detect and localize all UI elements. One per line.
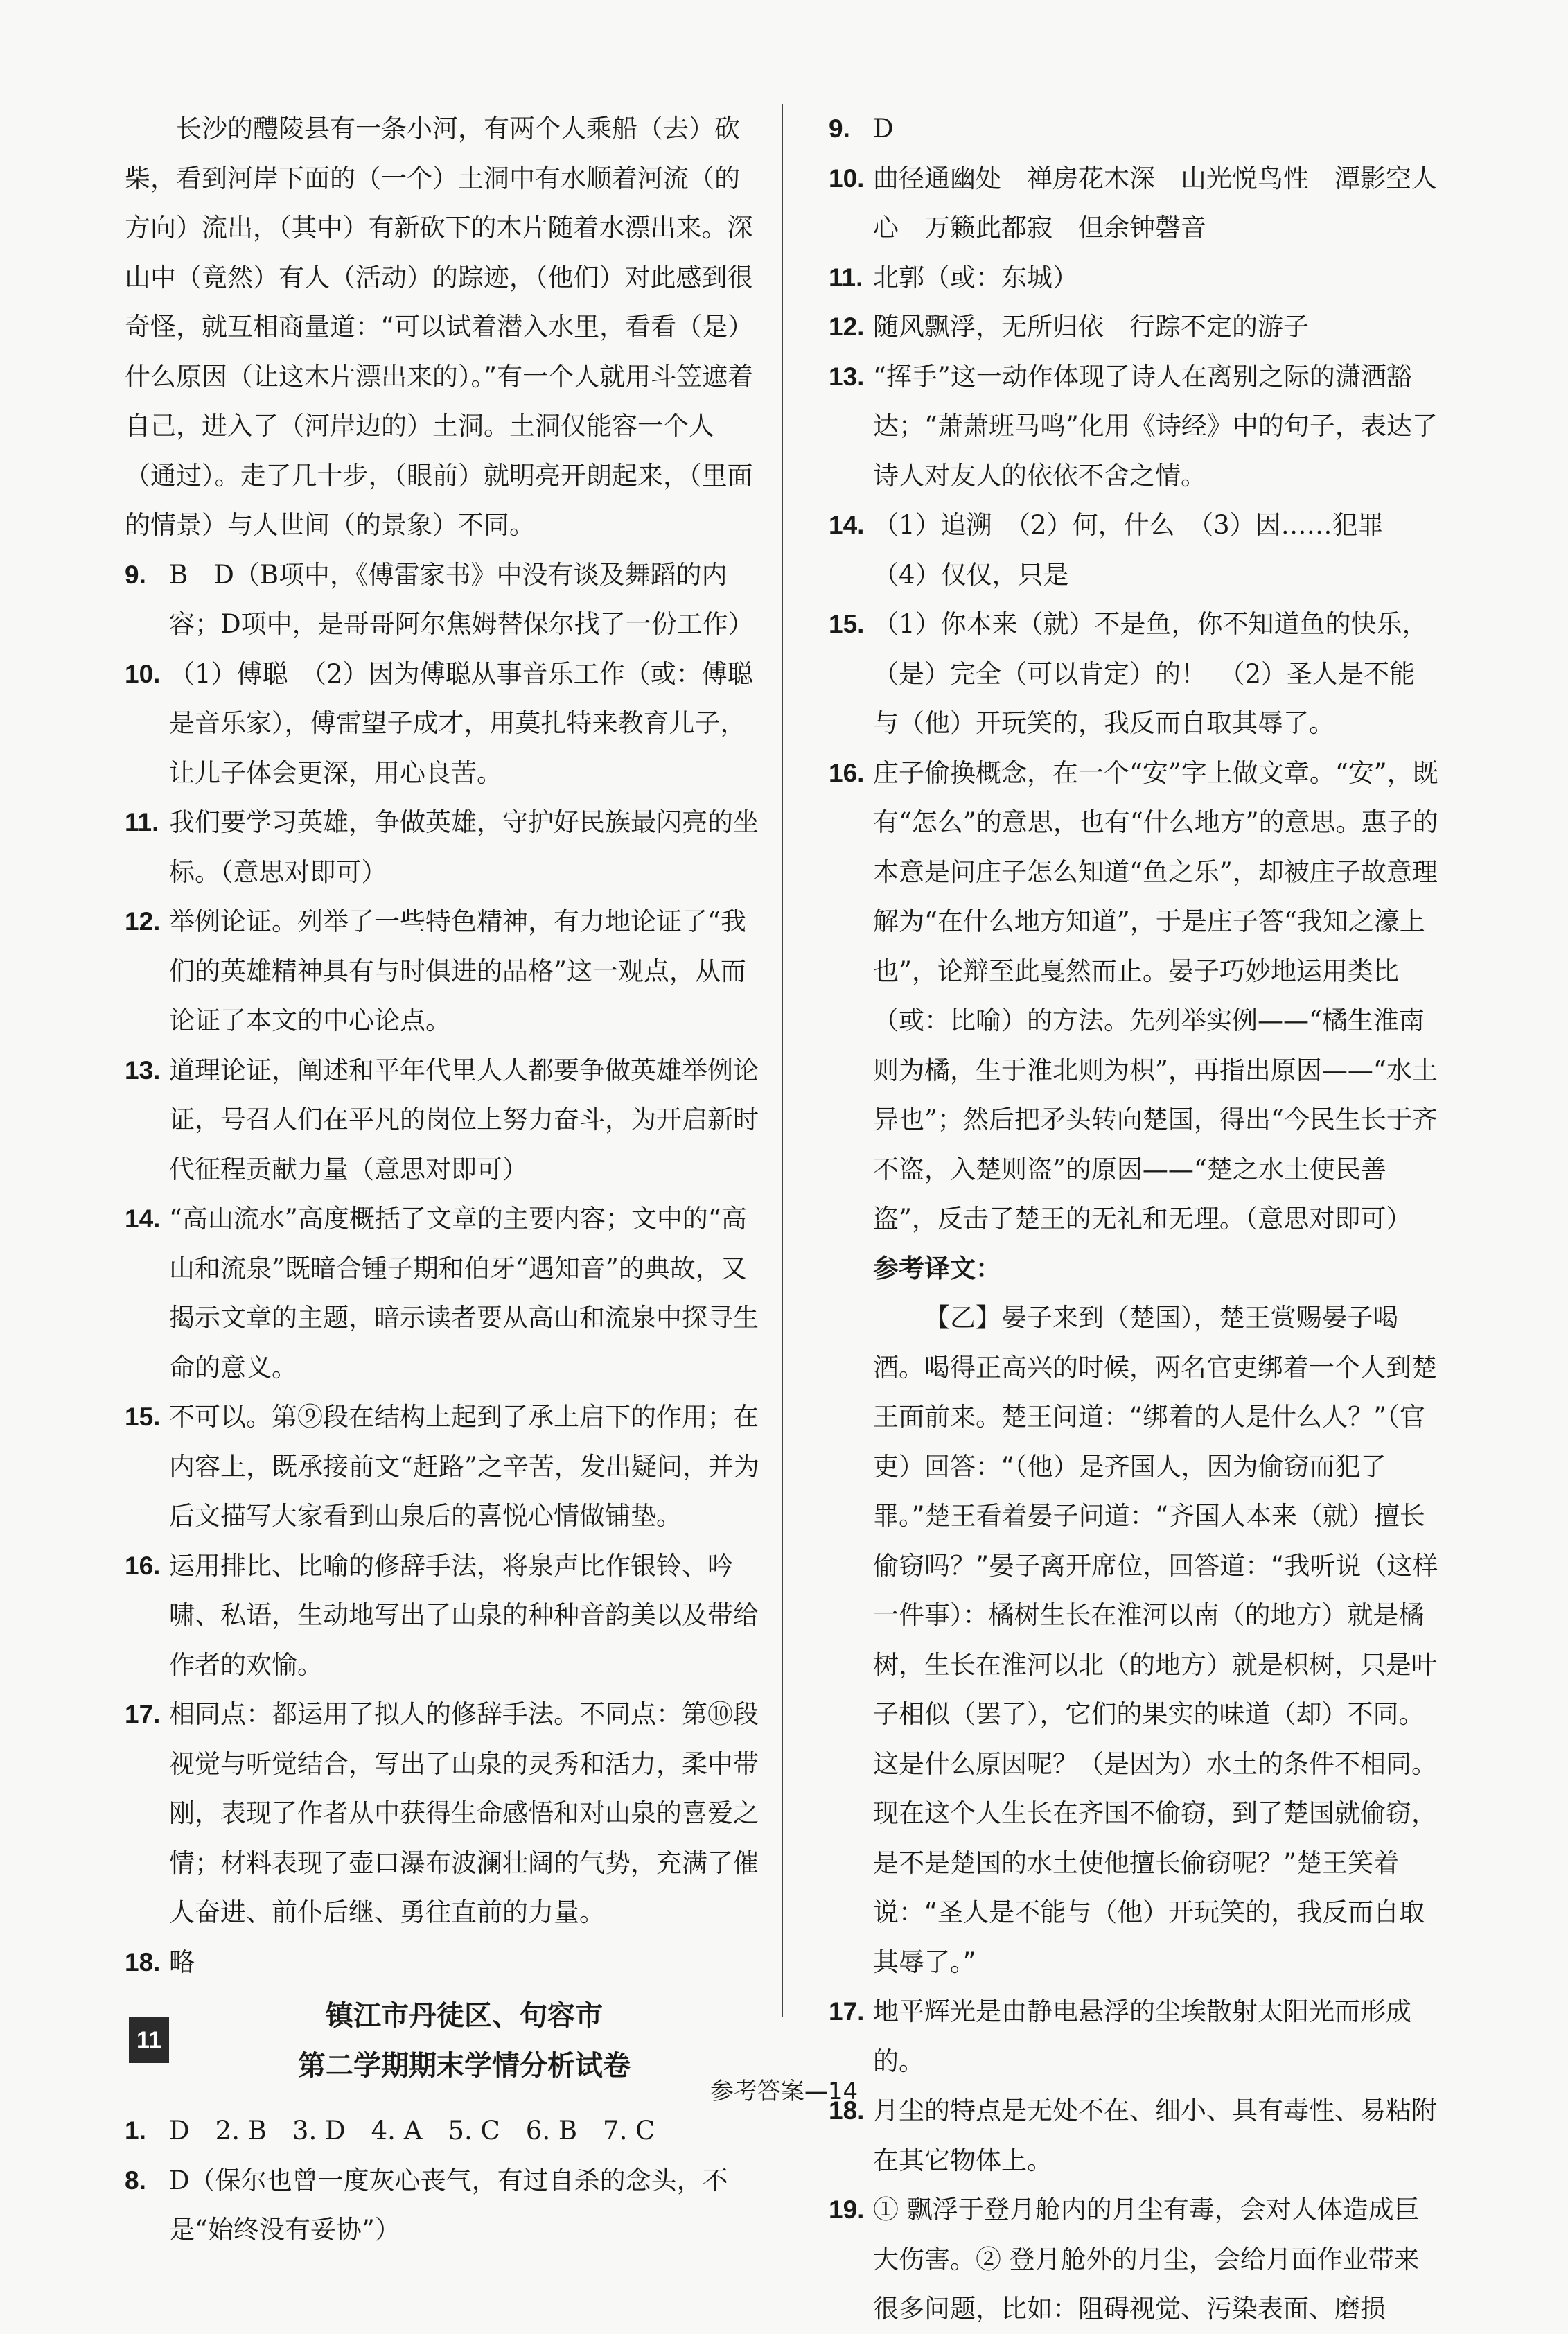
item-number: 18. <box>829 2096 865 2125</box>
answer-list-right-a <box>829 104 1440 1244</box>
answer-item-10-left <box>125 649 762 798</box>
column-divider <box>782 104 783 2017</box>
page-footer: 参考答案—14 <box>710 2078 858 2105</box>
answer-item-9-left <box>125 550 762 649</box>
item-number: 19. <box>829 2195 865 2224</box>
item-text: 曲径通幽处 禅房花木深 山光悦鸟性 潭影空人心 万籁此都寂 但余钟磬音 <box>873 163 1437 243</box>
item-text: 月尘的特点是无处不在、细小、具有毒性、易粘附在其它物体上。 <box>873 2096 1437 2175</box>
item-text: 随风飘浮，无所归依 行踪不定的游子 <box>873 312 1309 342</box>
item-number: 8. <box>125 2166 146 2195</box>
answer-item-16-left <box>125 1541 762 1690</box>
item-number: 14. <box>829 511 865 539</box>
answer-list-left-a <box>125 550 762 1988</box>
answer-list-left-b <box>125 2106 762 2255</box>
item-text: D <box>873 114 894 143</box>
item-number: 11. <box>829 263 863 292</box>
reference-translation-text: 【乙】晏子来到（楚国），楚王赏赐晏子喝酒。喝得正高兴的时候，两名官吏绑着一个人到楚王面前来。楚王问道：“绑着的人是什么人？”（官吏）回答：“（他）是齐国人，因为偷窃而犯了罪。”楚王看着晏子问道：“齐国人本来（就）擅长偷窃吗？”晏子离开席位，回答道：“我听说（这样一件事）：橘树生长在淮河以南（的地方）就是橘树，生长在淮河以北（的地方）就是枳树，只是叶子相似（罢了），它们的果实的味道（却）不同。这是什么原因呢？（是因为）水土的条件不相同。现在这个人生长在齐国不偷窃，到了楚国就偷窃，是不是楚国的水土使他擅长偷窃呢？”楚王笑着说：“圣人是不能与（他）开玩笑的，我反而自取其辱了。” <box>873 1303 1438 1977</box>
item-number: 15. <box>125 1403 161 1431</box>
item-number: 16. <box>829 758 865 787</box>
answer-item-15-right <box>829 599 1440 748</box>
answer-item-9-right <box>829 104 1440 154</box>
answer-item-10-right <box>829 154 1440 253</box>
item-number: 17. <box>125 1700 161 1728</box>
section-title-line2: 第二学期期末学情分析试卷 <box>298 2050 631 2082</box>
item-text: 运用排比、比喻的修辞手法，将泉声比作银铃、吟啸、私语，生动地写出了山泉的种种音韵美以及带给作者的欢愉。 <box>169 1550 759 1680</box>
translation-paragraph: 长沙的醴陵县有一条小河，有两个人乘船（去）砍柴，看到河岸下面的（一个）土洞中有水顺着河流（的方向）流出，（其中）有新砍下的木片随着水漂出来。深山中（竟然）有人（活动）的踪迹，（他们）对此感到很奇怪，就互相商量道：“可以试着潜入水里，看看（是）什么原因（让这木片漂出来的）。”有一个人就用斗笠遮着自己，进入了（河岸边的）土洞。土洞仅能容一个人（通过）。走了几十步，（眼前）就明亮开朗起来，（里面的情景）与人世间（的景象）不同。 <box>125 114 754 540</box>
item-text: ① 飘浮于登月舱内的月尘有毒，会对人体造成巨大伤害。② 登月舱外的月尘，会给月面作业带来很多问题，比如：阻碍视觉、污染表面、磨损 <box>873 2195 1420 2324</box>
answer-item-12-left <box>125 897 762 1046</box>
item-number: 16. <box>125 1551 161 1580</box>
answer-item-13-right <box>829 352 1440 501</box>
item-text: D 2. B 3. D 4. A 5. C 6. B 7. C <box>169 2116 655 2146</box>
answer-item-12-right <box>829 302 1440 352</box>
item-number: 11. <box>125 808 159 836</box>
item-number: 12. <box>829 313 865 341</box>
item-number: 13. <box>829 362 865 391</box>
item-text: “挥手”这一动作体现了诗人在离别之际的潇洒豁达；“萧萧班马鸣”化用《诗经》中的句子，表达了诗人对友人的依依不舍之情。 <box>873 361 1438 491</box>
reference-translation-label: 参考译文： <box>873 1253 1001 1283</box>
answer-item-19-right <box>829 2185 1440 2334</box>
item-text: 略 <box>169 1947 195 1977</box>
answer-item-13-left <box>125 1046 762 1195</box>
item-number: 17. <box>829 1997 865 2026</box>
answer-item-11-left <box>125 798 762 897</box>
item-number: 9. <box>125 560 146 589</box>
answer-item-18-left <box>125 1938 762 1988</box>
item-number: 13. <box>125 1055 161 1085</box>
answer-list-right-b <box>829 1987 1440 2334</box>
item-text: B D（B项中，《傅雷家书》中没有谈及舞蹈的内容；D项中，是哥哥阿尔焦姆替保尔找了一份工作） <box>169 559 754 639</box>
answer-item-14-right <box>829 500 1440 599</box>
item-number: 10. <box>125 659 161 688</box>
answer-item-17-left <box>125 1690 762 1938</box>
item-text: 道理论证，阐述和平年代里人人都要争做英雄举例论证，号召人们在平凡的岗位上努力奋斗，为开启新时代征程贡献力量（意思对即可） <box>169 1055 759 1184</box>
item-text: 不可以。第⑨段在结构上起到了承上启下的作用；在内容上，既承接前文“赶路”之辛苦，发出疑问，并为后文描写大家看到山泉后的喜悦心情做铺垫。 <box>169 1402 759 1531</box>
item-text: 北郭（或：东城） <box>873 262 1078 292</box>
answer-item-15-left <box>125 1392 762 1541</box>
answer-item-11-right <box>829 253 1440 303</box>
section-number-badge: 11 <box>129 2017 169 2063</box>
answer-item-8 <box>125 2156 762 2255</box>
item-number: 15. <box>829 610 865 638</box>
item-number: 9. <box>829 114 850 143</box>
item-number: 18. <box>125 1947 161 1976</box>
item-text: “高山流水”高度概括了文章的主要内容；文中的“高山和流泉”既暗合锺子期和伯牙“遇知音”的典故，又揭示文章的主题，暗示读者要从高山和流泉中探寻生命的意义。 <box>169 1204 759 1383</box>
item-text: （1）傅聪 （2）因为傅聪从事音乐工作（或：傅聪是音乐家），傅雷望子成才，用莫扎特来教育儿子，让儿子体会更深，用心良苦。 <box>169 658 753 788</box>
item-text: 相同点：都运用了拟人的修辞手法。不同点：第⑩段视觉与听觉结合，写出了山泉的灵秀和活力，柔中带刚，表现了作者从中获得生命感悟和对山泉的喜爱之情；材料表现了壶口瀑布波澜壮阔的气势，充满了催人奋进、前仆后继、勇往直前的力量。 <box>169 1699 759 1927</box>
item-number: 10. <box>829 164 865 193</box>
item-number: 14. <box>125 1204 161 1233</box>
item-number: 12. <box>125 907 161 936</box>
item-text: 我们要学习英雄，争做英雄，守护好民族最闪亮的坐标。（意思对即可） <box>169 807 759 887</box>
item-text: （1）追溯 （2）何，什么 （3）因……犯罪 （4）仅仅，只是 <box>873 510 1409 590</box>
answer-item-17-right <box>829 1987 1440 2086</box>
left-column <box>125 104 762 2255</box>
answer-item-1-7 <box>125 2106 762 2156</box>
section-title-line1: 镇江市丹徒区、句容市 <box>326 2000 603 2032</box>
item-text: D（保尔也曾一度灰心丧气，有过自杀的念头，不是“始终没有妥协”） <box>169 2165 728 2245</box>
item-text: 庄子偷换概念，在一个“安”字上做文章。“安”，既有“怎么”的意思，也有“什么地方”的意思。惠子的本意是问庄子怎么知道“鱼之乐”，却被庄子故意理解为“在什么地方知道”，于是庄子答“我知之濠上也”，论辩至此戛然而止。晏子巧妙地运用类比（或：比喻）的方法。先列举实例——“橘生淮南则为橘，生于淮北则为枳”，再指出原因——“水土异也”；然后把矛头转向楚国，得出“今民生长于齐不盗，入楚则盗”的原因——“楚之水土使民善盗”，反击了楚王的无礼和无理。（意思对即可） <box>873 757 1438 1234</box>
item-text: 举例论证。列举了一些特色精神，有力地论证了“我们的英雄精神具有与时俱进的品格”这一观点，从而论证了本文的中心论点。 <box>169 906 746 1035</box>
right-column <box>829 104 1440 2334</box>
item-number: 1. <box>125 2116 146 2145</box>
item-text: 地平辉光是由静电悬浮的尘埃散射太阳光而形成的。 <box>873 1997 1411 2076</box>
item-text: （1）你本来（就）不是鱼，你不知道鱼的快乐，（是）完全（可以肯定）的！ （2）圣人是不能与（他）开玩笑的，我反而自取其辱了。 <box>873 609 1428 738</box>
answer-item-16-right <box>829 748 1440 1244</box>
answer-item-14-left <box>125 1194 762 1392</box>
